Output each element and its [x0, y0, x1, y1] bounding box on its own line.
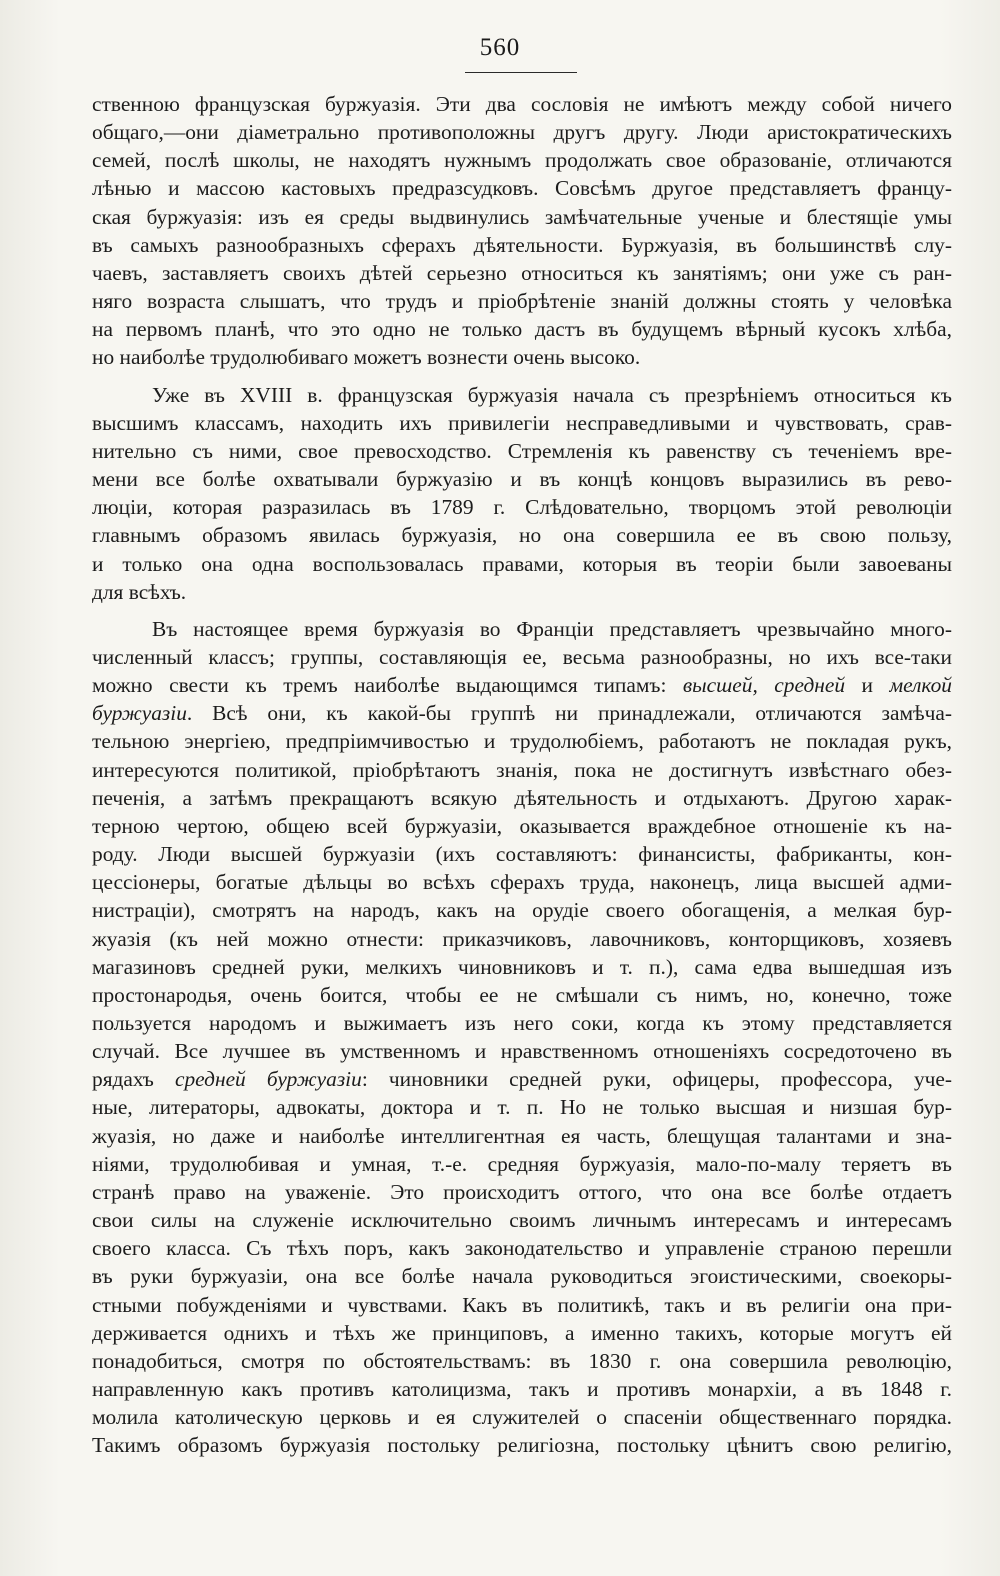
emphasis-middle-bourgeoisie: средней буржуазіи — [174, 1067, 362, 1092]
emphasis-comma: , — [752, 673, 775, 698]
paragraph-line: ніями, трудолюбивая и умная, т.-е. средняя буржуазія, мало-по-малу теряетъ въ — [92, 1151, 952, 1176]
paragraph-line: ственною французская буржуазія. Эти два сословія не имѣютъ между собой ничего — [92, 92, 952, 116]
paragraph-line — [92, 381, 952, 409]
paragraph-line: въ руки буржуазіи, она все болѣе начала руководиться эгоистическими, своекоры- — [92, 1264, 952, 1289]
paragraph-line — [92, 699, 952, 727]
paragraph-line — [92, 1065, 952, 1093]
paragraph-line: интересуются политикой, пріобрѣтаютъ знанія, пока не достигнутъ извѣстнаго обез- — [92, 757, 952, 782]
paragraph-line: простонародья, очень боится, чтобы ее не смѣшали съ нимъ, но, конечно, тоже — [92, 982, 952, 1007]
paragraph-line: лѣнью и массою кастовыхъ предразсудковъ. Совсѣмъ другое представляетъ францу- — [92, 176, 952, 201]
paragraph-line: главнымъ образомъ явилась буржуазія, но она совершила ее въ свою пользу, — [92, 523, 952, 548]
paragraph-line: свои силы на служеніе исключительно своимъ личнымъ интересамъ и интересамъ — [92, 1208, 952, 1233]
paragraph-line: стными побужденіями и чувствами. Какъ въ политикѣ, такъ и въ религіи она при- — [92, 1292, 952, 1317]
paragraph-line: терною чертою, общею всей буржуазіи, оказывается враждебное отношеніе къ на- — [92, 813, 952, 838]
paragraph-line: странѣ право на уваженіе. Это происходитъ оттого, что она все болѣе отдаетъ — [92, 1179, 952, 1204]
paragraph-line: люціи, которая разразилась въ 1789 г. Слѣдовательно, творцомъ этой революціи — [92, 495, 952, 520]
paragraph-line: Такимъ образомъ буржуазія постольку религіозна, постольку цѣнитъ свою религію, — [92, 1433, 952, 1458]
body-text — [92, 90, 952, 1460]
paragraph-line: ные, литераторы, адвокаты, доктора и т. п. Но не только высшая и низшая бур- — [92, 1095, 952, 1120]
paragraph-text: можно свести къ тремъ наиболѣе выдающимся типамъ: — [92, 673, 683, 698]
paragraph-line: чаевъ, заставляетъ своихъ дѣтей серьезно относиться къ занятіямъ; они уже съ ран- — [92, 260, 952, 285]
emphasis-and: и — [845, 673, 890, 698]
paragraph-line: печенія, а затѣмъ прекращаютъ всякую дѣятельность и отдыхаютъ. Другою харак- — [92, 785, 952, 810]
header-rule — [465, 72, 577, 73]
paragraph-line: на первомъ планѣ, что это одно не только дастъ въ будущемъ вѣрный кусокъ хлѣба, — [92, 317, 952, 342]
paragraph-line: нистраціи), смотрятъ на народъ, какъ на орудіе своего обогащенія, а мелкая бур- — [92, 898, 952, 923]
paragraph-line: понадобиться, смотря по обстоятельствамъ: въ 1830 г. она совершила революцію, — [92, 1348, 952, 1373]
paragraph-line: няго возраста слышатъ, что трудъ и пріобрѣтеніе знаній должны стоять у человѣка — [92, 289, 952, 314]
paragraph-line: для всѣхъ. — [92, 579, 187, 604]
paragraph-line: жуазія (къ ней можно отнести: приказчиковъ, лавочниковъ, конторщиковъ, хозяевъ — [92, 926, 952, 951]
paragraph-line: и только она одна воспользовалась правами, которыя въ теоріи были завоеваны — [92, 551, 952, 576]
emphasis-bourgeoisie: буржуазіи — [92, 701, 187, 726]
paragraph-line: цессіонеры, богатые дѣльцы во всѣхъ сферахъ труда, наконецъ, лица высшей адми- — [92, 870, 952, 895]
paragraph-line: высшимъ классамъ, находить ихъ привилегіи несправедливыми и чувствовать, срав- — [92, 410, 952, 435]
paragraph-text: Уже въ XVIII в. французская буржуазія начала съ презрѣніемъ относиться къ — [152, 382, 952, 407]
paragraph-line: своего класса. Съ тѣхъ поръ, какъ законодательство и управленіе страною перешли — [92, 1236, 952, 1261]
paragraph-line: молила католическую церковь и ея служителей о спасеніи общественнаго порядка. — [92, 1405, 952, 1430]
paragraph-line: въ самыхъ разнообразныхъ сферахъ дѣятельности. Буржуазія, въ большинствѣ слу- — [92, 232, 952, 257]
paragraph-line: нительно съ ними, свое превосходство. Стремленія къ равенству съ теченіемъ вре- — [92, 438, 952, 463]
paragraph-text: . Всѣ они, къ какой-бы группѣ ни принадлежали, отличаются замѣча- — [186, 701, 952, 726]
emphasis-low: мелкой — [889, 673, 952, 698]
paragraph-line: тельною энергіею, предпріимчивостью и трудолюбіемъ, работаютъ не покладая рукъ, — [92, 729, 952, 754]
paragraph-line: ская буржуазія: изъ ея среды выдвинулись замѣчательные ученые и блестящіе умы — [92, 204, 952, 229]
paragraph-line: магазиновъ средней руки, мелкихъ чиновниковъ и т. п.), сама едва вышедшая изъ — [92, 954, 952, 979]
paragraph-line: жуазія, но даже и наиболѣе интеллигентная ея часть, блещущая талантами и зна- — [92, 1123, 952, 1148]
paragraph-line: роду. Люди высшей буржуазіи (ихъ составляютъ: финансисты, фабриканты, кон- — [92, 842, 952, 867]
paragraph-line: семей, послѣ школы, не находятъ нужнымъ продолжать свое образованіе, отличаются — [92, 148, 952, 173]
paragraph-line: численный классъ; группы, составляющія ее, весьма разнообразны, но ихъ все-таки — [92, 644, 952, 669]
page-number: 560 — [479, 34, 521, 61]
emphasis-middle: средней — [774, 673, 846, 698]
emphasis-high: высшей — [682, 673, 753, 698]
paragraph-line: но наиболѣе трудолюбиваго можетъ вознести очень высоко. — [92, 345, 641, 370]
paragraph-text: Въ настоящее время буржуазія во Франціи представляетъ чрезвычайно много- — [152, 616, 952, 641]
paragraph-line: направленную какъ противъ католицизма, такъ и противъ монархіи, а въ 1848 г. — [92, 1377, 952, 1402]
paragraph-line: общаго,—они діаметрально противоположны другъ другу. Люди аристократическихъ — [92, 120, 952, 145]
paragraph-text: : чиновники средней руки, офицеры, профессора, уче- — [361, 1067, 953, 1092]
paragraph-line — [92, 671, 952, 699]
paragraph-line — [92, 615, 952, 643]
paragraph-line: держивается однихъ и тѣхъ же принциповъ, а именно такихъ, которые могутъ ей — [92, 1320, 952, 1345]
paragraph-line: пользуется народомъ и выжимаетъ изъ него соки, когда къ этому представляется — [92, 1011, 952, 1035]
paragraph-line: мени все болѣе охватывали буржуазію и въ концѣ концовъ выразились въ рево- — [92, 467, 952, 492]
paragraph-line: случай. Все лучшее въ умственномъ и нравственномъ отношеніяхъ сосредоточено въ — [92, 1039, 952, 1064]
paragraph-text: рядахъ — [92, 1067, 175, 1092]
